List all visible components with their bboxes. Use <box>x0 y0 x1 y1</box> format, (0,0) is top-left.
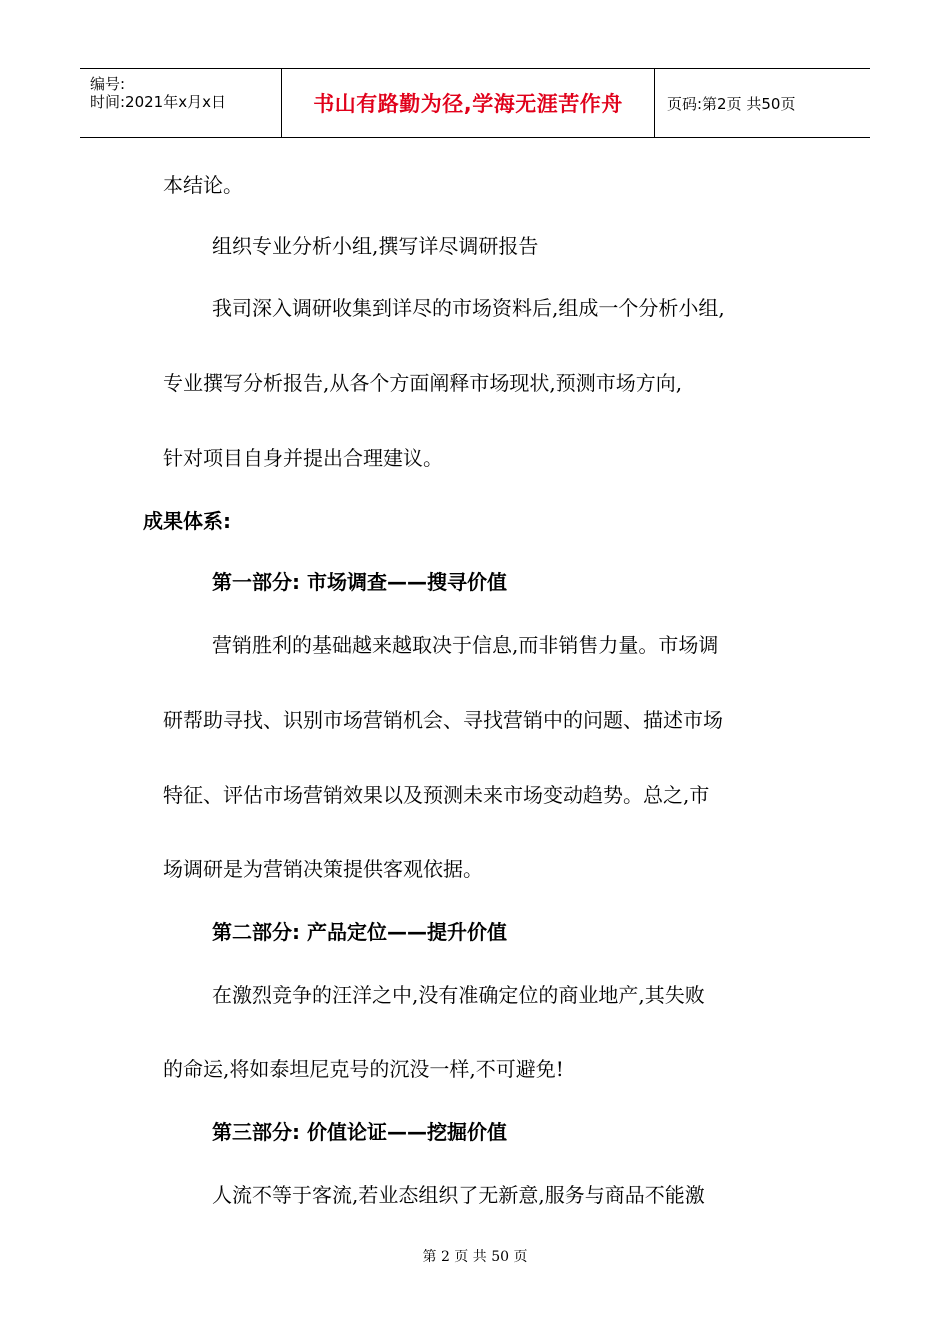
motto-text: 书山有路勤为径,学海无涯苦作舟 <box>313 92 623 116</box>
paragraph-line: 在激烈竞争的汪洋之中,没有准确定位的商业地产,其失败 <box>212 983 705 1007</box>
paragraph-line: 特征、评估市场营销效果以及预测未来市场变动趋势。总之,市 <box>163 783 710 807</box>
paragraph-line: 我司深入调研收集到详尽的市场资料后,组成一个分析小组, <box>212 296 725 320</box>
header-page-cell <box>655 69 870 137</box>
paragraph-line: 本结论。 <box>163 173 243 197</box>
part-title: 第二部分: 产品定位——提升价值 <box>212 920 507 944</box>
paragraph-line: 人流不等于客流,若业态组织了无新意,服务与商品不能激 <box>212 1183 705 1207</box>
paragraph-line: 场调研是为营销决策提供客观依据。 <box>163 857 483 881</box>
paragraph-line: 针对项目自身并提出合理建议。 <box>163 446 443 470</box>
header-info-cell <box>80 69 282 137</box>
paragraph-line: 专业撰写分析报告,从各个方面阐释市场现状,预测市场方向, <box>163 371 683 395</box>
page-code: 页码:第2页 共50页 <box>667 94 796 113</box>
number-label: 编号: <box>90 75 126 93</box>
part-title: 第一部分: 市场调查——搜寻价值 <box>212 570 507 594</box>
paragraph-line: 研帮助寻找、识别市场营销机会、寻找营销中的问题、描述市场 <box>163 708 723 732</box>
paragraph-line: 的命运,将如泰坦尼克号的沉没一样,不可避免! <box>163 1057 564 1081</box>
header-motto-cell <box>282 69 655 137</box>
paragraph-heading: 组织专业分析小组,撰写详尽调研报告 <box>212 234 539 258</box>
page-footer: 第 2 页 共 50 页 <box>422 1249 528 1265</box>
document-header <box>80 68 870 138</box>
part-title: 第三部分: 价值论证——挖掘价值 <box>212 1120 507 1144</box>
section-title: 成果体系: <box>143 509 231 533</box>
date-label: 时间:2021年x月x日 <box>90 93 226 111</box>
paragraph-line: 营销胜利的基础越来越取决于信息,而非销售力量。市场调 <box>212 633 719 657</box>
